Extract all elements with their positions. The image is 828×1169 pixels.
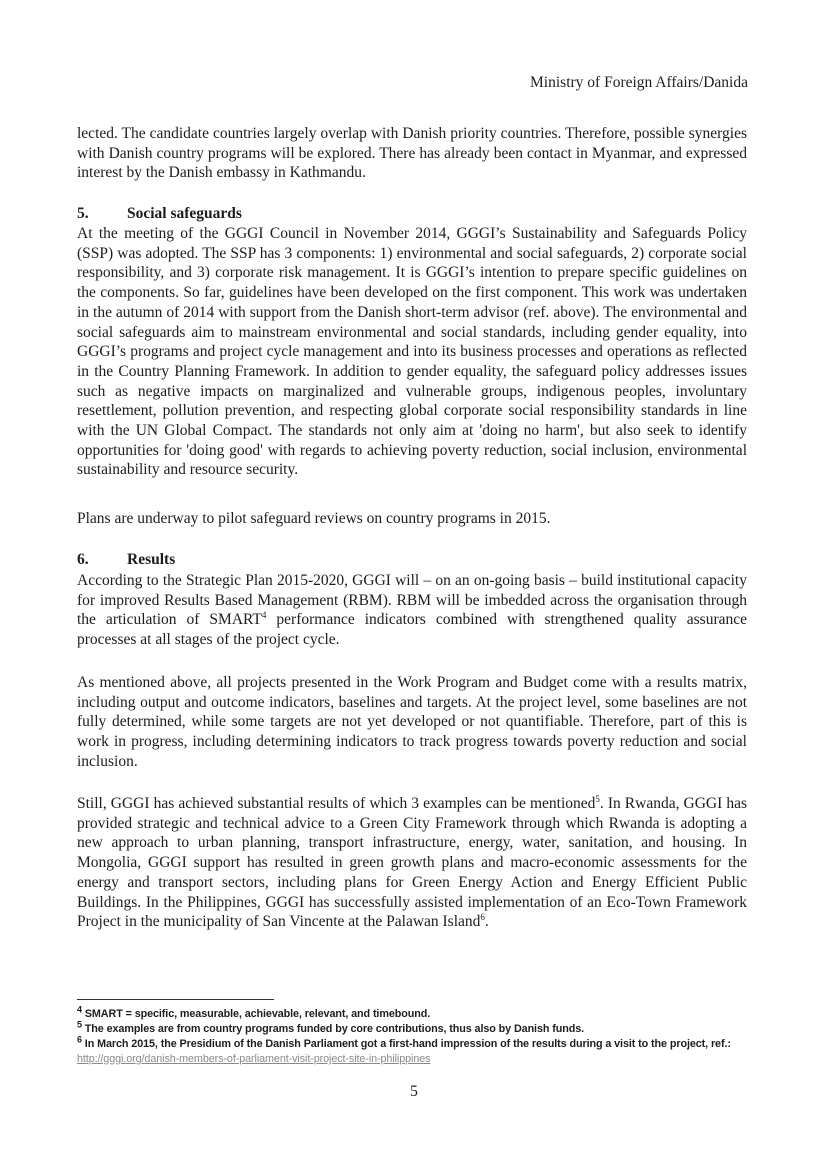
text-run: performance indicators combined with strengthened quality assurance processes at all stages of the project cycle. (77, 611, 747, 649)
footnote-5 (77, 1019, 749, 1037)
footnote-4 (77, 1004, 749, 1022)
section-heading-results (77, 551, 175, 569)
footnote-number: 5 (77, 1019, 82, 1030)
text-run: . (484, 913, 489, 931)
safeguards-paragraph: At the meeting of the GGGI Council in November 2014, GGGI’s Sustainability and Safeguards Policy (SSP) was adopted. The SSP has 3 components: 1) environmental and social safeguards, 2) corporate social responsibility, and 3) corporate risk management. It is GGGI’s intention to prepare specific guidelines on the components. So far, guidelines have been developed on the first component. This work was undertaken in the autumn of 2014 with support from the Danish short-term advisor (ref. above). The environmental and social safeguards aim to mainstream environmental and social standards, including gender equality, into GGGI’s programs and project cycle management and into its business processes and operations as reflected in the Country Planning Framework. In addition to gender equality, the safeguard policy addresses issues such as negative impacts on marginalized and vulnerable groups, indigenous peoples, involuntary resettlement, pollution prevention, and respecting global corporate social responsibility standards in line with the UN Global Compact. The standards not only aim at 'doing no harm', but also seek to identify opportunities for 'doing good' with regards to achieving poverty reduction, social inclusion, environmental sustainability and resource security. (77, 225, 747, 479)
text-run: . In Rwanda, GGGI has provided strategic and technical advice to a Green City Framework through which Rwanda is adopting a new approach to urban planning, transport infrastructure, energy, water, sanitation, and housing. In Mongolia, GGGI support has resulted in green growth plans and macro-economic assessments for the energy and transport sectors, including plans for Green Energy Action and Energy Efficient Public Buildings. In the Philippines, GGGI has successfully assisted implementation of an Eco-Town Framework Project in the municipality of San Vincente at the Palawan Island (77, 795, 748, 931)
footnote-ref: 5 (595, 793, 600, 804)
section-title: Social safeguards (127, 205, 242, 222)
ministry-header: Ministry of Foreign Affairs/Danida (530, 74, 748, 91)
text-run: Still, GGGI has achieved substantial results of which 3 examples can be mentioned (77, 795, 596, 812)
section-heading-safeguards (77, 205, 242, 223)
results-paragraph-2: As mentioned above, all projects presented in the Work Program and Budget come with a results matrix, including output and outcome indicators, baselines and targets. At the project level, some baselines are not fully determined, while some targets are not yet developed or not quantifiable. Therefore, part of this is work in progress, including determining indicators to track progress towards poverty reduction and social inclusion. (77, 674, 747, 770)
footnote-number: 6 (77, 1034, 82, 1045)
section-number: 6. (77, 551, 89, 568)
section-number: 5. (77, 205, 89, 222)
results-paragraph-1 (77, 571, 747, 650)
footnote-ref: 4 (261, 610, 267, 621)
footnote-text: In March 2015, the Presidium of the Danish Parliament got a first-hand impression of the results during a visit to the project, ref.: (81, 1038, 731, 1050)
page-number: 5 (410, 1083, 418, 1100)
footnote-ref: 6 (480, 912, 485, 923)
footnote-6 (77, 1034, 749, 1067)
footnote-divider (77, 999, 274, 1000)
footnotes (77, 1004, 749, 1067)
results-paragraph-3 (77, 794, 747, 932)
safeguards-plans-paragraph: Plans are underway to pilot safeguard reviews on country programs in 2015. (77, 510, 551, 527)
section-title: Results (127, 551, 176, 568)
intro-paragraph: lected. The candidate countries largely overlap with Danish priority countries. Therefore, possible synergies with Danish country programs will be explored. There has already been contact in Myanmar, and expressed interest by the Danish embassy in Kathmandu. (77, 125, 747, 182)
footnote-text: SMART = specific, measurable, achievable, relevant, and timebound. (81, 1008, 431, 1020)
footnote-link[interactable]: http://gggi.org/danish-members-of-parliament-visit-project-site-in-philippines (77, 1053, 431, 1065)
footnote-number: 4 (77, 1004, 82, 1015)
footnote-text: The examples are from country programs funded by core contributions, thus also by Danish funds. (81, 1023, 585, 1035)
text-run: According to the Strategic Plan 2015-2020, GGGI will – on an on-going basis – build institutional capacity for improved Results Based Management (RBM). RBM will be imbedded across the organisation through the articulation of SMART (77, 572, 747, 629)
